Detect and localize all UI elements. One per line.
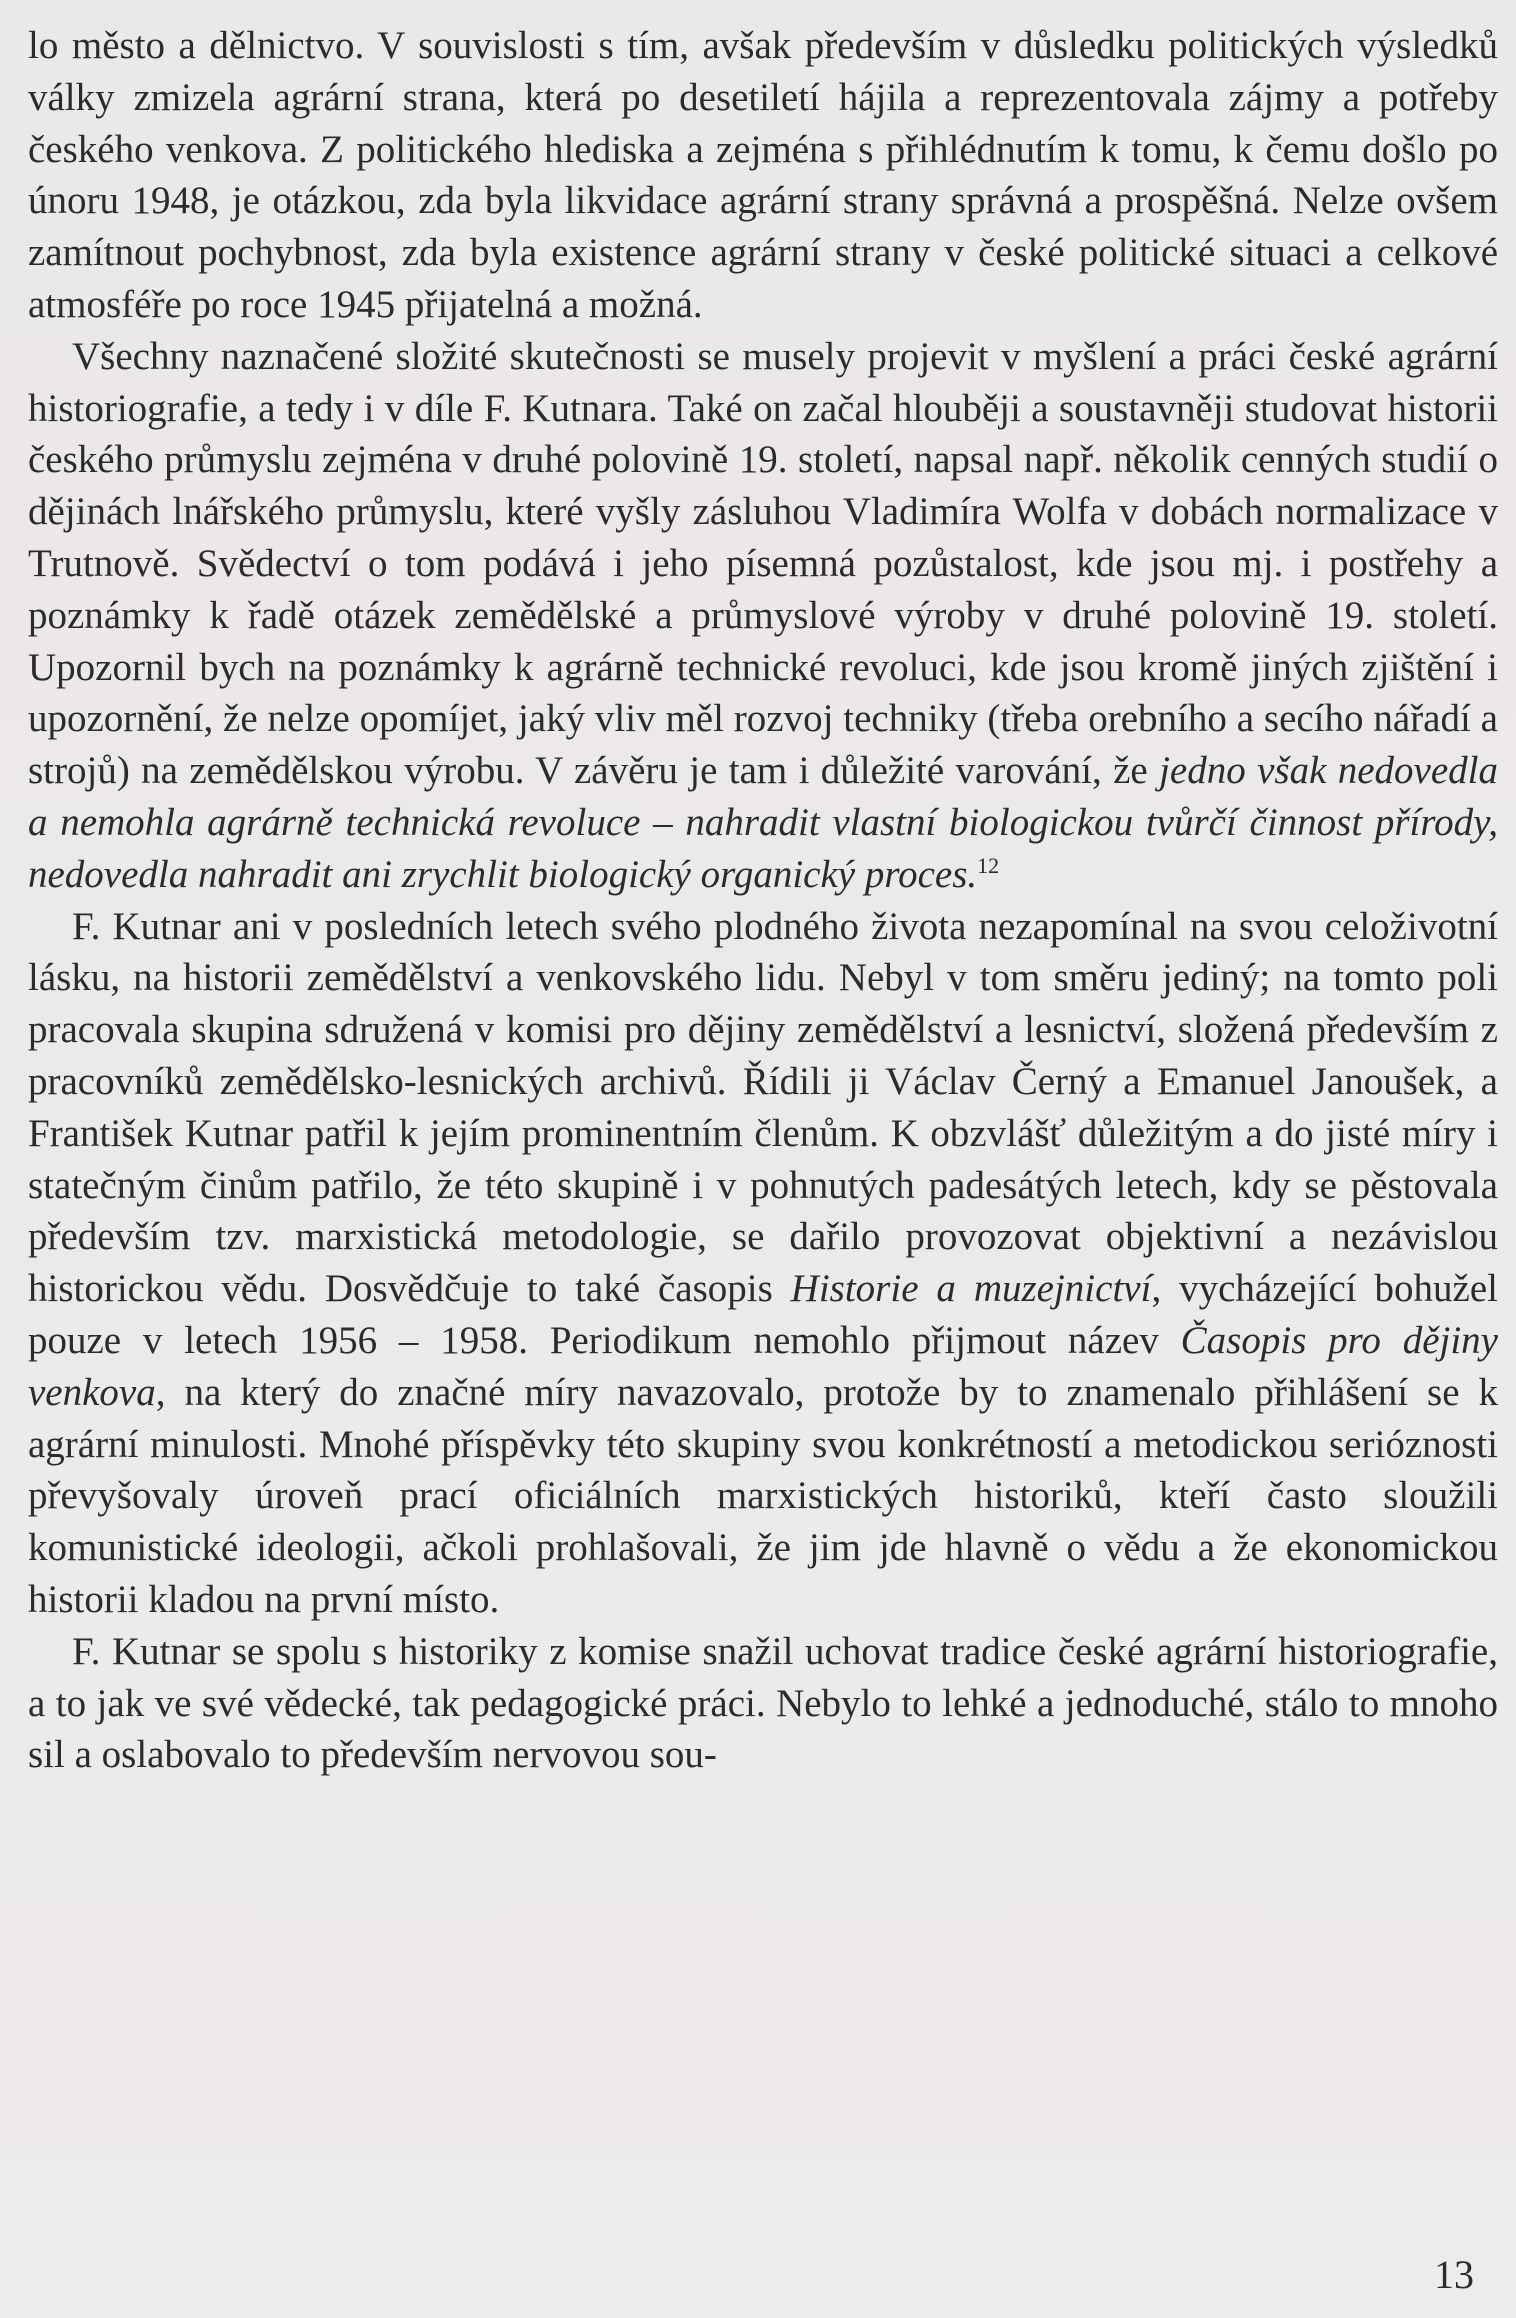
journal-title-historie: Historie a muzejnictví xyxy=(790,1267,1152,1311)
paragraph-3-text-c: , na který do značné míry navazovalo, protože by to znamenalo přihlášení se k agrární minulosti. Mnohé příspěvky této skupiny svou konkrétností a metodickou serióznosti převyšovaly úroveň prací oficiálních marxistických historiků, kteří často sloužili komunistické ideologii, ačkoli prohlašovali, že jim jde hlavně o vědu a že ekonomickou historii kladou na první místo. xyxy=(28,1370,1498,1621)
paragraph-2-text: Všechny naznačené složité skutečnosti se musely projevit v myšlení a práci české agrární historiografie, a tedy i v díle F. Kutnara. Také on začal hlouběji a soustavněji studovat historii českého průmyslu zejména v druhé polovině 19. století, napsal např. několik cenných studií o dějinách lnářského průmyslu, které vyšly zásluhou Vladimíra Wolfa v dobách normalizace v Trutnově. Svědectví o tom podává i jeho písemná pozůstalost, kde jsou mj. i postřehy a poznámky k řadě otázek zemědělské a průmyslové výroby v druhé polovině 19. století. Upozornil bych na poznámky k agrárně technické revoluci, kde jsou kromě jiných zjištění i upozornění, že nelze opomíjet, jaký vliv měl rozvoj techniky (třeba orebního a secího nářadí a strojů) na zemědělskou výrobu. V závěru je tam i důležité varování, že xyxy=(28,334,1498,793)
quotation: jedno však nedovedla a nemohla agrárně technická revoluce – nahradit vlastní biologickou tvůrčí činnost přírody, nedovedla nahradit ani zrychlit biologický organický proces. xyxy=(28,749,1498,896)
footnote-marker: 12 xyxy=(977,852,1000,878)
paragraph-1 xyxy=(28,20,1498,331)
journal-title-casopis: Časopis pro dějiny venkova xyxy=(28,1318,1498,1414)
paragraph-3-text-b: , vycházející bohužel pouze v letech 1956 – 1958. Periodikum nemohlo přijmout název xyxy=(28,1267,1499,1362)
page-number: 13 xyxy=(1434,2252,1474,2297)
paragraph-4 xyxy=(28,1626,1498,1781)
paragraph-1-text: lo město a dělnictvo. V souvislosti s tím, avšak především v důsledku politických výsledků války zmizela agrární strana, která po desetiletí hájila a reprezentovala zájmy a potřeby českého venkova. Z politického hlediska a zejména s přihlédnutím k tomu, k čemu došlo po únoru 1948, je otázkou, zda byla likvidace agrární strany správná a prospěšná. Nelze ovšem zamítnout pochybnost, zda byla existence agrární strany v české politické situaci a celkové atmosféře po roce 1945 přijatelná a možná. xyxy=(28,24,1498,326)
paragraph-4-text: F. Kutnar se spolu s historiky z komise snažil uchovat tradice české agrární historiografie, a to jak ve své vědecké, tak pedagogické práci. Nebylo to lehké a jednoduché, stálo to mnoho sil a oslabovalo to především nervovou sou- xyxy=(28,1629,1498,1777)
paragraph-3 xyxy=(28,901,1498,1626)
paragraph-3-text-a: F. Kutnar ani v posledních letech svého plodného života nezapomínal na svou celoživotní lásku, na historii zemědělství a venkovského lidu. Nebyl v tom směru jediný; na tomto poli pracovala skupina sdružená v komisi pro dějiny zemědělství a lesnictví, složená především z pracovníků zemědělsko-lesnických archivů. Řídili ji Václav Černý a Emanuel Janoušek, a František Kutnar patřil k jejím prominentním členům. K obzvlášť důležitým a do jisté míry i statečným činům patřilo, že této skupině i v pohnutých padesátých letech, kdy se pěstovala především tzv. marxistická metodologie, se dařilo provozovat objektivní a nezávislou historickou vědu. Dosvědčuje to také časopis xyxy=(28,904,1498,1311)
paragraph-2 xyxy=(28,331,1498,901)
body-text xyxy=(28,20,1498,1781)
